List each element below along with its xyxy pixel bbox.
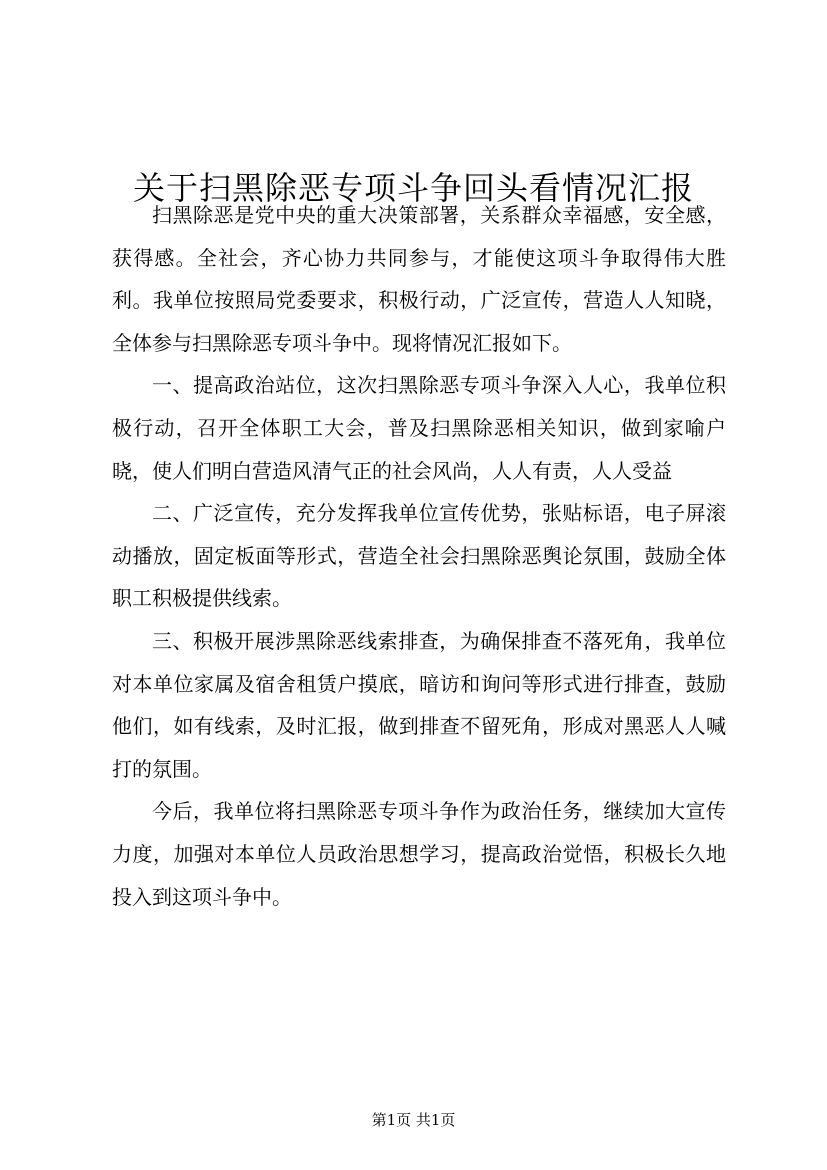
page-footer: 第1页 共1页 <box>371 1111 456 1129</box>
paragraph-conclusion: 今后，我单位将扫黑除恶专项斗争作为政治任务，继续加大宣传力度，加强对本单位人员政治思想学习，提高政治觉悟，积极长久地投入到这项斗争中。 <box>112 799 726 909</box>
paragraph-section-3: 三、积极开展涉黑除恶线索排查，为确保排查不落死角，我单位对本单位家属及宿舍租赁户摸底，暗访和询问等形式进行排查，鼓励他们，如有线索，及时汇报，做到排查不留死角，形成对黑恶人人喊打的氛围。 <box>112 628 726 781</box>
paragraph-section-1: 一、提高政治站位，这次扫黑除恶专项斗争深入人心，我单位积极行动，召开全体职工大会，普及扫黑除恶相关知识，做到家喻户晓，使人们明白营造风清气正的社会风尚，人人有责，人人受益 <box>112 373 726 483</box>
document-title: 关于扫黑除恶专项斗争回头看情况汇报 <box>132 169 694 208</box>
paragraph-section-2: 二、广泛宣传，充分发挥我单位宣传优势，张贴标语，电子屏滚动播放，固定板面等形式，营造全社会扫黑除恶舆论氛围，鼓励全体职工积极提供线索。 <box>112 501 726 611</box>
document-body <box>112 194 726 918</box>
paragraph-intro: 扫黑除恶是党中央的重大决策部署，关系群众幸福感，安全感，获得感。全社会，齐心协力共同参与，才能使这项斗争取得伟大胜利。我单位按照局党委要求，积极行动，广泛宣传，营造人人知晓，全体参与扫黑除恶专项斗争中。现将情况汇报如下。 <box>112 203 726 355</box>
